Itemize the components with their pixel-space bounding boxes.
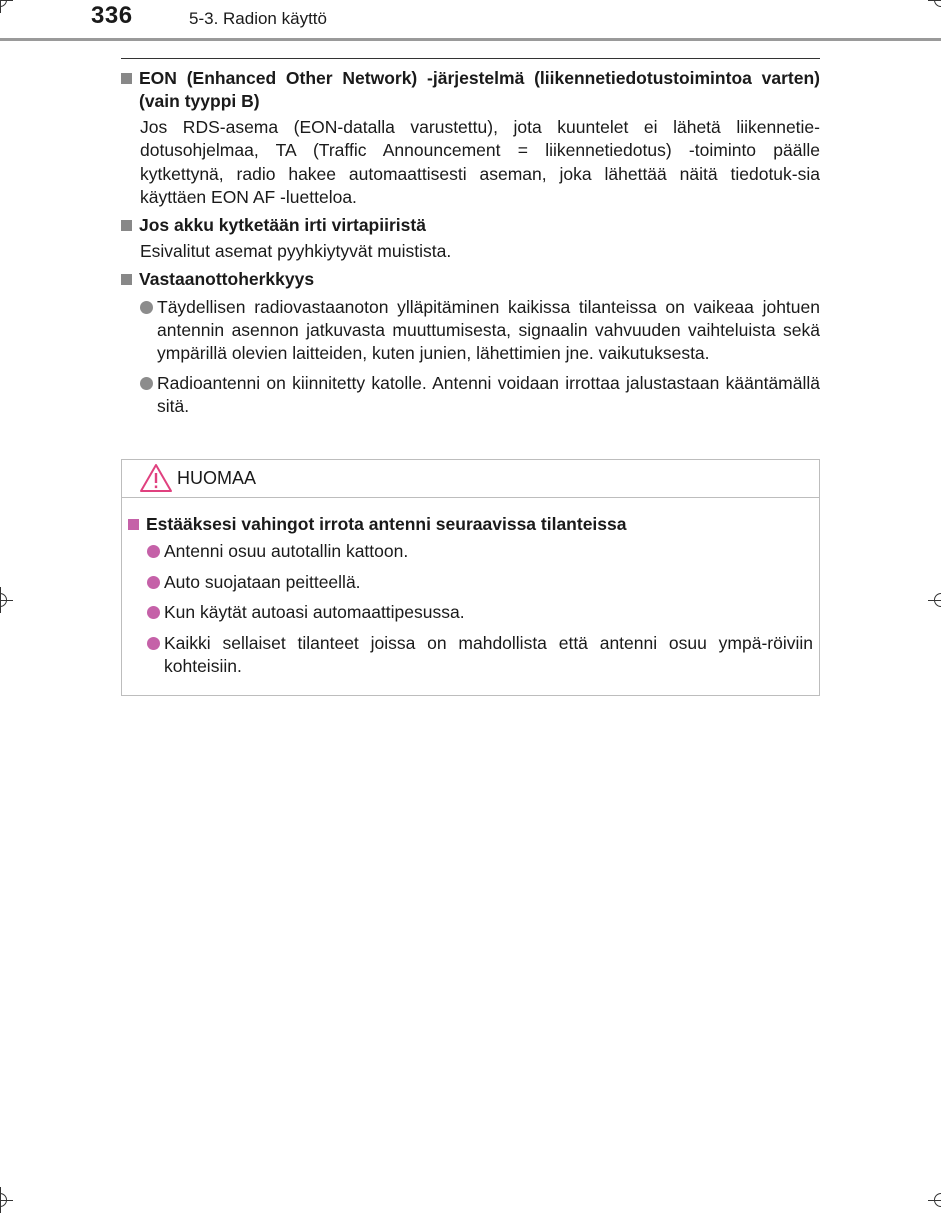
square-bullet-icon: [128, 513, 146, 536]
list-item: [147, 571, 813, 595]
list-item-text: Täydellisen radiovastaanoton ylläpitäminen kaikissa tilanteissa on vaikeaa johtuen antennin asennon jatkuvasta muuttumisesta, signaalin vahvuuden vaihteluista sekä ympärillä olevien laitteiden, kuten junien, lähettimien jne. vaikutuksesta.: [157, 296, 820, 364]
section-heading: [121, 67, 820, 114]
round-bullet-icon: [140, 296, 157, 366]
round-bullet-icon: [147, 632, 164, 679]
crosshair-icon: [928, 1187, 941, 1213]
section-paragraph: Esivalitut asemat pyyhkiytyvät muistista.: [140, 240, 452, 261]
round-bullet-icon: [140, 372, 157, 419]
notice-title: HUOMAA: [177, 468, 257, 488]
list-item: [147, 601, 813, 625]
header-rule: [0, 38, 941, 41]
round-bullet-icon: [147, 571, 164, 595]
section-paragraph: Jos RDS-asema (EON-datalla varustettu), jota kuuntelet ei lähetä liikennetie-dotusohjelmaa, TA (Traffic Announcement = liikennetiedotus) -toiminto päälle kytkettynä, radio hakee automaattisesti aseman, joka lähettää näitä tiedotuk-sia käyttäen EON AF -luetteloa.: [140, 116, 820, 208]
section-title: 5-3. Radion käyttö: [189, 9, 327, 28]
notice-heading: [128, 513, 813, 536]
list-item-text: Antenni osuu autotallin kattoon.: [164, 541, 409, 562]
notice-header: [122, 460, 819, 498]
crosshair-icon: [0, 587, 13, 613]
crosshair-icon: [0, 0, 13, 13]
section-heading-text: Jos akku kytketään irti virtapiiristä: [139, 215, 426, 236]
list-item: [140, 372, 820, 419]
section-heading: [121, 214, 820, 237]
crosshair-icon: [0, 1187, 13, 1213]
square-bullet-icon: [121, 214, 139, 237]
list-item: [147, 632, 813, 679]
list-item-text: Auto suojataan peitteellä.: [164, 571, 361, 592]
section-heading-text: Vastaanottoherkkyys: [139, 269, 315, 290]
page-number: 336: [91, 2, 133, 29]
list-item: [140, 296, 820, 366]
round-bullet-icon: [147, 601, 164, 625]
crosshair-icon: [928, 0, 941, 13]
notice-body: [128, 513, 813, 684]
round-bullet-icon: [147, 540, 164, 564]
section-heading-text: EON (Enhanced Other Network) -järjestelmä (liikennetiedotustoimintoa varten) (vain tyyppi B): [139, 68, 820, 112]
square-bullet-icon: [121, 268, 139, 291]
content-divider: [121, 58, 820, 59]
notice-heading-text: Estääksesi vahingot irrota antenni seuraavissa tilanteissa: [146, 514, 627, 534]
list-item-text: Kaikki sellaiset tilanteet joissa on mahdollista että antenni osuu ympä-röiviin kohteisiin.: [164, 632, 813, 677]
list-item-text: Kun käytät autoasi automaattipesussa.: [164, 602, 465, 623]
notice-box: [121, 459, 820, 696]
square-bullet-icon: [121, 67, 139, 114]
warning-triangle-icon: [139, 463, 173, 493]
list-item-text: Radioantenni on kiinnitetty katolle. Antenni voidaan irrottaa jalustastaan kääntämällä sitä.: [157, 372, 820, 417]
list-item: [147, 540, 813, 564]
section-heading: [121, 268, 820, 291]
main-content: [121, 67, 820, 425]
crosshair-icon: [928, 587, 941, 613]
